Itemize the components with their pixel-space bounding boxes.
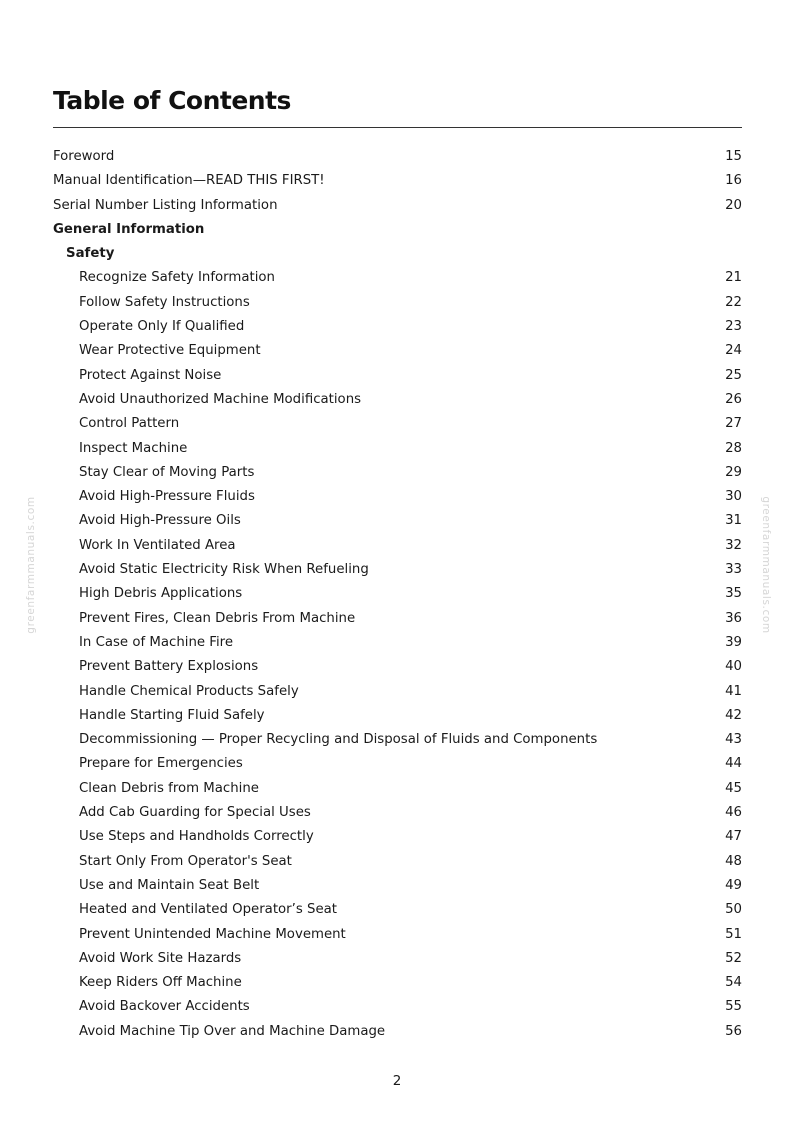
toc-entry-title: Start Only From Operator's Seat — [79, 853, 292, 869]
toc-entry-title: Avoid Static Electricity Risk When Refueling — [79, 562, 369, 578]
toc-entry-page: 56 — [725, 1023, 742, 1039]
toc-entry-title: Prevent Battery Explosions — [79, 659, 259, 675]
toc-entry-title: Avoid Unauthorized Machine Modifications — [79, 391, 362, 407]
toc-entry-page: 15 — [725, 149, 742, 164]
toc-entry[interactable] — [53, 850, 742, 874]
toc-entry-title: Avoid Work Site Hazards — [79, 950, 242, 966]
toc-entry-title: Clean Debris from Machine — [79, 780, 259, 796]
toc-entry-title: Handle Chemical Products Safely — [79, 683, 299, 699]
toc-entry-page: 44 — [725, 756, 742, 772]
toc-entry-page: 16 — [725, 173, 742, 189]
table-of-contents — [53, 145, 742, 1044]
toc-entry-page: 49 — [725, 877, 742, 893]
toc-entry[interactable] — [53, 388, 742, 412]
toc-entry-page: 25 — [725, 367, 742, 383]
toc-entry[interactable] — [53, 534, 742, 558]
toc-section-heading — [53, 218, 742, 242]
toc-entry-page: 22 — [725, 294, 742, 310]
toc-entry-page: 48 — [725, 853, 742, 869]
watermark-right: greenfarmmanuals.com — [760, 496, 772, 634]
toc-entry-page: 51 — [725, 926, 742, 942]
toc-entry[interactable] — [53, 509, 742, 533]
toc-entry-page: 32 — [725, 537, 742, 553]
toc-entry[interactable] — [53, 874, 742, 898]
toc-entry-title: Handle Starting Fluid Safely — [79, 707, 265, 723]
toc-entry-page: 54 — [725, 975, 742, 991]
toc-entry-title: Prevent Fires, Clean Debris From Machine — [79, 610, 356, 626]
toc-entry-title: Avoid High-Pressure Oils — [79, 513, 241, 529]
toc-entry-page: 45 — [725, 780, 742, 796]
toc-entry[interactable] — [53, 947, 742, 971]
watermark-left: greenfarmmanuals.com — [25, 496, 37, 634]
toc-entry-page: 26 — [725, 391, 742, 407]
toc-entry-title: Operate Only If Qualified — [79, 319, 245, 335]
toc-entry[interactable] — [53, 1020, 742, 1044]
toc-entry[interactable] — [53, 266, 742, 290]
toc-entry[interactable] — [53, 631, 742, 655]
toc-entry-page: 46 — [725, 805, 742, 821]
toc-entry-page: 36 — [725, 610, 742, 626]
toc-entry[interactable] — [53, 582, 742, 606]
toc-entry-title: Foreword — [53, 149, 115, 164]
toc-entry-page: 41 — [725, 683, 742, 699]
toc-entry-page: 27 — [725, 416, 742, 432]
toc-entry-title: Prevent Unintended Machine Movement — [79, 926, 346, 942]
toc-entry-title: Use and Maintain Seat Belt — [79, 877, 260, 893]
toc-entry[interactable] — [53, 291, 742, 315]
toc-entry-title: Protect Against Noise — [79, 367, 222, 383]
toc-entry-title: Safety — [66, 246, 115, 262]
toc-entry-page: 35 — [725, 586, 742, 602]
toc-entry-page: 20 — [725, 197, 742, 213]
toc-entry-title: Recognize Safety Information — [79, 270, 275, 286]
toc-entry[interactable] — [53, 485, 742, 509]
toc-entry-page: 30 — [725, 489, 742, 505]
toc-entry[interactable] — [53, 704, 742, 728]
toc-entry-title: General Information — [53, 221, 205, 237]
toc-entry-title: Heated and Ventilated Operator’s Seat — [79, 902, 337, 918]
toc-section-heading — [53, 242, 742, 266]
page-title: Table of Contents — [53, 86, 291, 115]
toc-entry[interactable] — [53, 680, 742, 704]
toc-entry[interactable] — [53, 655, 742, 679]
toc-entry-title: Decommissioning — Proper Recycling and Disposal of Fluids and Components — [79, 732, 598, 748]
toc-entry-title: Avoid High-Pressure Fluids — [79, 489, 255, 505]
toc-entry-title: Prepare for Emergencies — [79, 756, 243, 772]
toc-entry-page: 52 — [725, 950, 742, 966]
toc-entry-title: Avoid Backover Accidents — [79, 999, 250, 1015]
toc-entry-title: Control Pattern — [79, 416, 180, 432]
toc-entry[interactable] — [53, 777, 742, 801]
toc-entry-title: High Debris Applications — [79, 586, 243, 602]
toc-entry[interactable] — [53, 145, 742, 169]
toc-entry[interactable] — [53, 461, 742, 485]
toc-entry-page: 29 — [725, 464, 742, 480]
toc-entry-title: Avoid Machine Tip Over and Machine Damage — [79, 1023, 386, 1039]
toc-entry[interactable] — [53, 607, 742, 631]
toc-entry[interactable] — [53, 558, 742, 582]
toc-entry-title: Work In Ventilated Area — [79, 537, 236, 553]
toc-entry-page: 24 — [725, 343, 742, 359]
toc-entry[interactable] — [53, 971, 742, 995]
toc-entry[interactable] — [53, 315, 742, 339]
toc-entry-title: Use Steps and Handholds Correctly — [79, 829, 314, 845]
toc-entry-page: 33 — [725, 562, 742, 578]
toc-entry-title: In Case of Machine Fire — [79, 634, 234, 650]
toc-entry-title: Follow Safety Instructions — [79, 294, 250, 310]
toc-entry-page: 23 — [725, 319, 742, 335]
toc-entry-title: Keep Riders Off Machine — [79, 975, 242, 991]
toc-entry-page: 40 — [725, 659, 742, 675]
toc-entry-title: Inspect Machine — [79, 440, 188, 456]
toc-entry[interactable] — [53, 169, 742, 193]
toc-entry-page: 47 — [725, 829, 742, 845]
toc-entry[interactable] — [53, 728, 742, 752]
toc-entry[interactable] — [53, 412, 742, 436]
toc-entry-page: 31 — [725, 513, 742, 529]
toc-entry[interactable] — [53, 923, 742, 947]
toc-entry[interactable] — [53, 437, 742, 461]
toc-entry[interactable] — [53, 339, 742, 363]
toc-entry-title: Manual Identification—READ THIS FIRST! — [53, 173, 325, 189]
toc-entry-title: Wear Protective Equipment — [79, 343, 261, 359]
toc-entry-title: Add Cab Guarding for Special Uses — [79, 805, 311, 821]
toc-entry-page: 50 — [725, 902, 742, 918]
toc-entry-page: 43 — [725, 732, 742, 748]
toc-entry-page: 55 — [725, 999, 742, 1015]
toc-entry-title: Serial Number Listing Information — [53, 197, 278, 213]
toc-entry[interactable] — [53, 995, 742, 1019]
toc-entry[interactable] — [53, 825, 742, 849]
toc-entry[interactable] — [53, 194, 742, 218]
toc-entry-title: Stay Clear of Moving Parts — [79, 464, 255, 480]
toc-entry-page: 28 — [725, 440, 742, 456]
toc-entry[interactable] — [53, 801, 742, 825]
toc-entry[interactable] — [53, 898, 742, 922]
page-number: 2 — [392, 1073, 402, 1089]
toc-entry-page: 39 — [725, 634, 742, 650]
toc-entry-page: 42 — [725, 707, 742, 723]
toc-entry[interactable] — [53, 364, 742, 388]
toc-entry[interactable] — [53, 752, 742, 776]
title-divider — [53, 127, 742, 128]
toc-entry-page: 21 — [725, 270, 742, 286]
